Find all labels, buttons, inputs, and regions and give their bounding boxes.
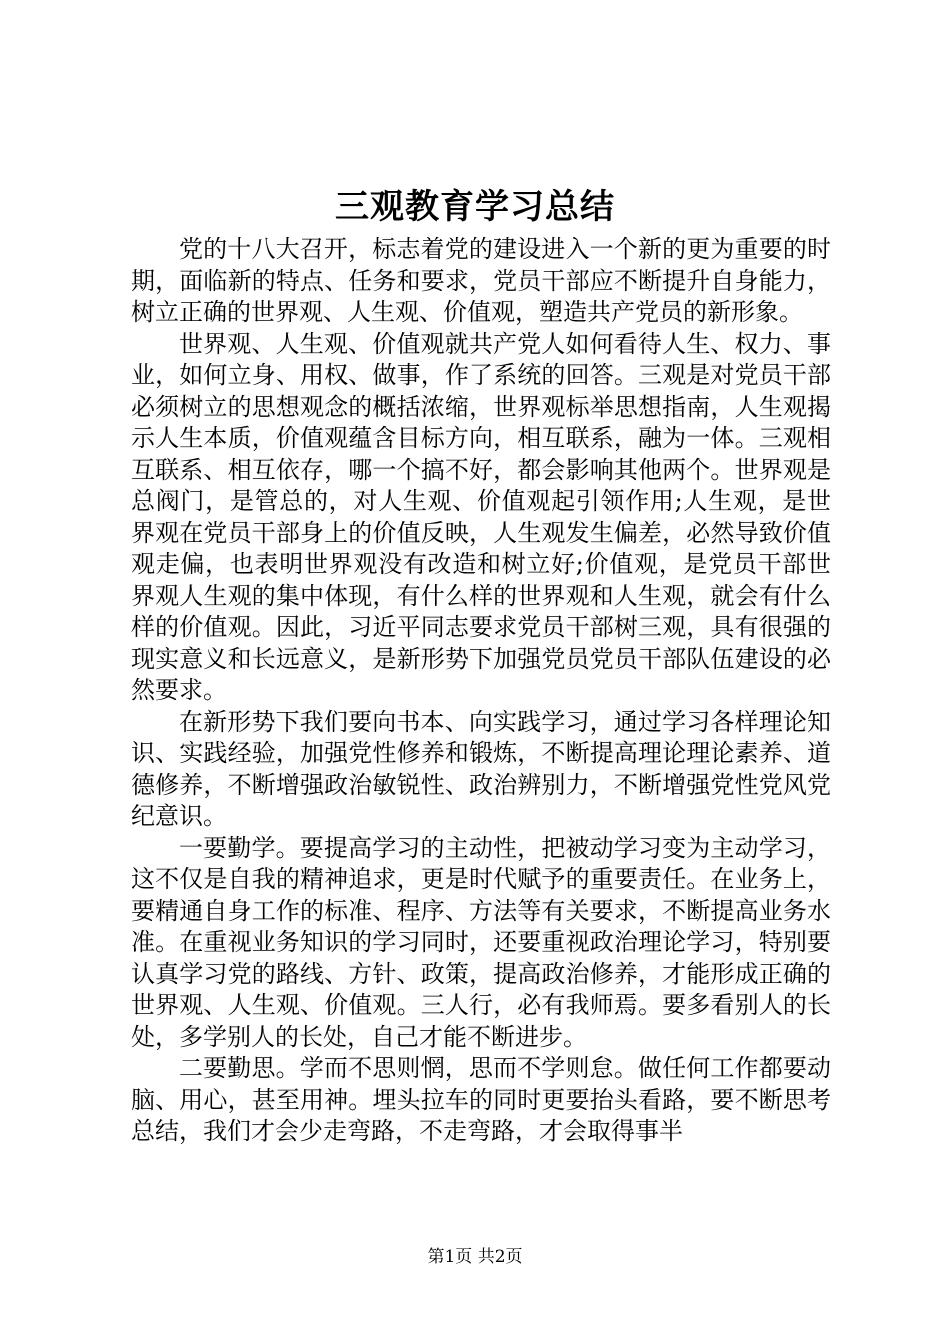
paragraph-4: 一要勤学。要提高学习的主动性，把被动学习变为主动学习，这不仅是自我的精神追求，更是时代赋予的重要责任。在业务上，要精通自身工作的标准、程序、方法等有关要求，不断提高业务水准。在重视业务知识的学习同时，还要重视政治理论学习，特别要认真学习党的路线、方针、政策，提高政治修养，才能形成正确的世界观、人生观、价值观。三人行，必有我师焉。要多看别人的长处，多学别人的长处，自己才能不断进步。 <box>131 833 831 1051</box>
paragraph-5: 二要勤思。学而不思则惘，思而不学则怠。做任何工作都要动脑、用心，甚至用神。埋头拉车的同时更要抬头看路，要不断思考总结，我们才会少走弯路，不走弯路，才会取得事半 <box>131 1054 831 1145</box>
document-title: 三观教育学习总结 <box>335 187 615 227</box>
paragraph-2: 世界观、人生观、价值观就共产党人如何看待人生、权力、事业，如何立身、用权、做事，作了系统的回答。三观是对党员干部必须树立的思想观念的概括浓缩，世界观标举思想指南，人生观揭示人生本质，价值观蕴含目标方向，相互联系，融为一体。三观相互联系、相互依存，哪一个搞不好，都会影响其他两个。世界观是总阀门，是管总的，对人生观、价值观起引领作用;人生观，是世界观在党员干部身上的价值反映，人生观发生偏差，必然导致价值观走偏，也表明世界观没有改造和树立好;价值观，是党员干部世界观人生观的集中体现，有什么样的世界观和人生观，就会有什么样的价值观。因此，习近平同志要求党员干部树三观，具有很强的现实意义和长远意义，是新形势下加强党员党员干部队伍建设的必然要求。 <box>131 329 831 704</box>
paragraph-3: 在新形势下我们要向书本、向实践学习，通过学习各样理论知识、实践经验，加强党性修养和锻炼，不断提高理论理论素养、道德修养，不断增强政治敏锐性、政治辨别力，不断增强党性党风党纪意识。 <box>131 707 831 830</box>
document-body <box>131 234 831 1148</box>
paragraph-1: 党的十八大召开，标志着党的建设进入一个新的更为重要的时期，面临新的特点、任务和要求，党员干部应不断提升自身能力，树立正确的世界观、人生观、价值观，塑造共产党员的新形象。 <box>131 235 831 326</box>
page-footer: 第1页 共2页 <box>427 1247 523 1267</box>
